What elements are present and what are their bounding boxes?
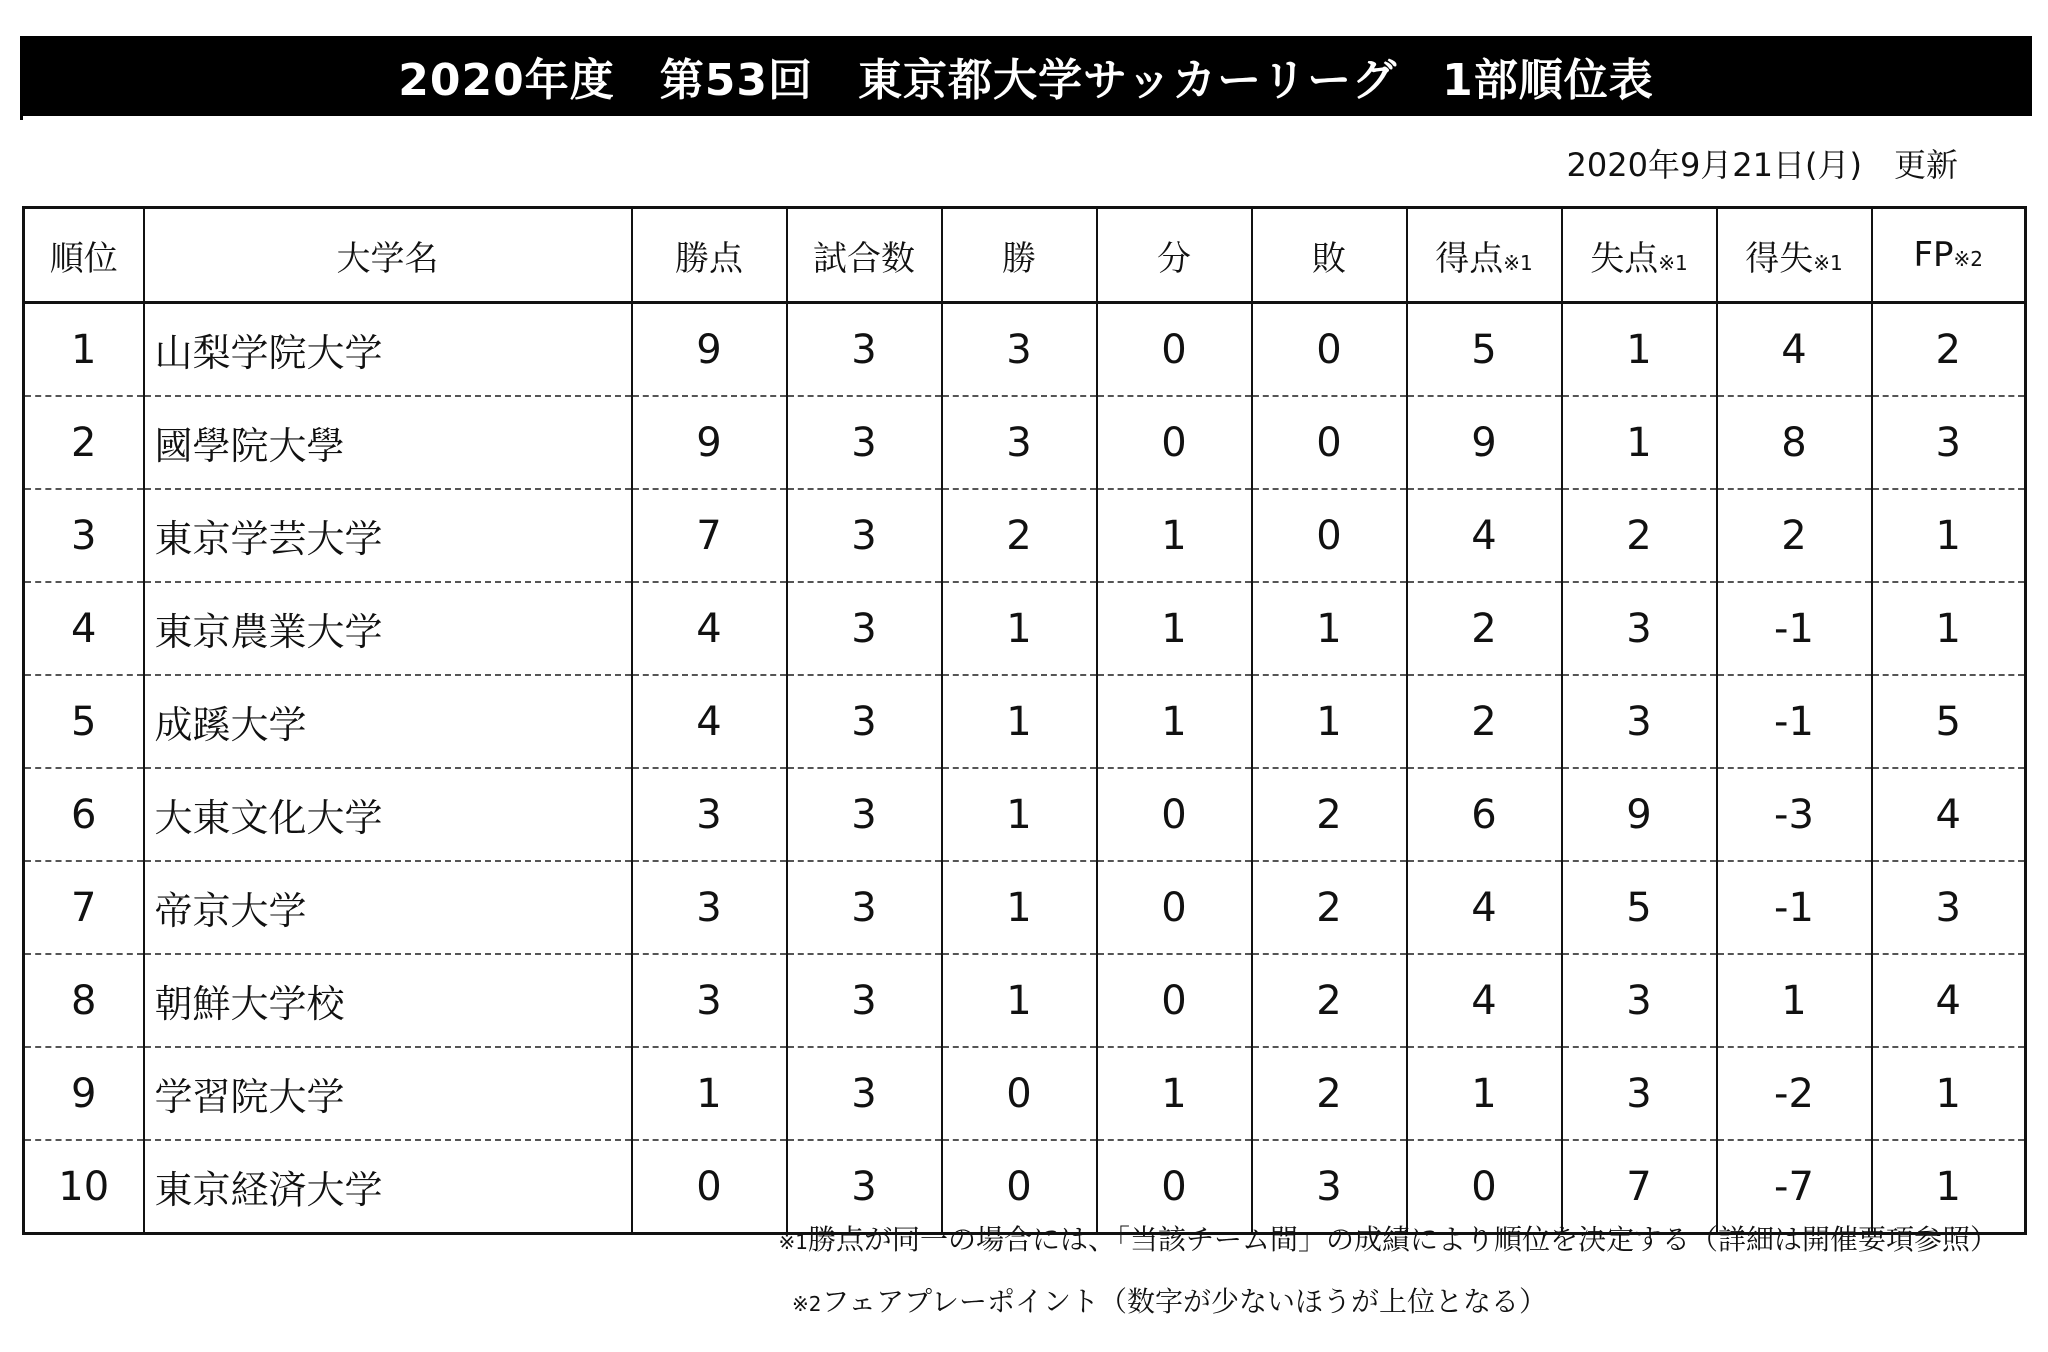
cell-rank: 9	[24, 1047, 144, 1140]
cell-win: 0	[942, 1047, 1097, 1140]
header-gf-note: ※1	[1503, 250, 1533, 275]
cell-gd: 8	[1717, 396, 1872, 489]
cell-name: 山梨学院大学	[144, 303, 632, 397]
cell-rank: 8	[24, 954, 144, 1047]
header-rank: 順位	[24, 208, 144, 303]
standings-table	[22, 206, 2027, 1235]
table-row	[24, 1047, 2026, 1140]
table-row	[24, 861, 2026, 954]
cell-points: 0	[632, 1140, 787, 1234]
cell-played: 3	[787, 396, 942, 489]
cell-fp: 2	[1872, 303, 2026, 397]
footnote-1-mark: ※1	[778, 1230, 808, 1254]
updated-date: 2020年9月21日(月) 更新	[1566, 146, 1958, 184]
cell-gf: 9	[1407, 396, 1562, 489]
cell-name: 大東文化大学	[144, 768, 632, 861]
cell-name: 東京経済大学	[144, 1140, 632, 1234]
table-header-row	[24, 208, 2026, 303]
table-row	[24, 675, 2026, 768]
cell-gf: 5	[1407, 303, 1562, 397]
cell-loss: 3	[1252, 1140, 1407, 1234]
cell-played: 3	[787, 861, 942, 954]
cell-ga: 9	[1562, 768, 1717, 861]
header-draw: 分	[1097, 208, 1252, 303]
cell-ga: 3	[1562, 954, 1717, 1047]
cell-gf: 4	[1407, 489, 1562, 582]
cell-gf: 1	[1407, 1047, 1562, 1140]
cell-gd: 2	[1717, 489, 1872, 582]
cell-ga: 3	[1562, 1047, 1717, 1140]
cell-fp: 5	[1872, 675, 2026, 768]
cell-fp: 3	[1872, 861, 2026, 954]
cell-draw: 0	[1097, 954, 1252, 1047]
cell-win: 1	[942, 861, 1097, 954]
cell-rank: 6	[24, 768, 144, 861]
cell-ga: 5	[1562, 861, 1717, 954]
cell-gf: 6	[1407, 768, 1562, 861]
cell-draw: 0	[1097, 1140, 1252, 1234]
cell-gd: -1	[1717, 582, 1872, 675]
footnote-2-text: フェアプレーポイント（数字が少ないほうが上位となる）	[821, 1285, 1547, 1318]
cell-points: 7	[632, 489, 787, 582]
cell-name: 帝京大学	[144, 861, 632, 954]
cell-gd: 4	[1717, 303, 1872, 397]
cell-draw: 0	[1097, 768, 1252, 861]
header-points: 勝点	[632, 208, 787, 303]
cell-loss: 0	[1252, 396, 1407, 489]
cell-loss: 2	[1252, 861, 1407, 954]
cell-loss: 2	[1252, 1047, 1407, 1140]
cell-draw: 1	[1097, 489, 1252, 582]
cell-gd: -3	[1717, 768, 1872, 861]
cell-fp: 3	[1872, 396, 2026, 489]
cell-played: 3	[787, 489, 942, 582]
cell-draw: 1	[1097, 582, 1252, 675]
header-goals-for	[1407, 208, 1562, 303]
cell-name: 学習院大学	[144, 1047, 632, 1140]
table-row	[24, 489, 2026, 582]
cell-name: 東京農業大学	[144, 582, 632, 675]
footnote-2	[792, 1280, 1547, 1320]
cell-fp: 1	[1872, 1047, 2026, 1140]
footnote-1-text: 勝点が同一の場合には、「当該チーム間」の成績により順位を決定する（詳細は開催要項参照）	[807, 1223, 1998, 1256]
cell-name: 國學院大學	[144, 396, 632, 489]
cell-win: 1	[942, 954, 1097, 1047]
header-fp-label: FP	[1913, 235, 1954, 275]
table-row	[24, 768, 2026, 861]
cell-rank: 7	[24, 861, 144, 954]
cell-gd: -1	[1717, 675, 1872, 768]
page-title: 2020年度 第53回 東京都大学サッカーリーグ 1部順位表	[20, 36, 2032, 116]
header-ga-label: 失点	[1590, 238, 1659, 279]
cell-gd: -2	[1717, 1047, 1872, 1140]
cell-played: 3	[787, 582, 942, 675]
cell-ga: 2	[1562, 489, 1717, 582]
cell-rank: 4	[24, 582, 144, 675]
cell-draw: 1	[1097, 1047, 1252, 1140]
table-row	[24, 582, 2026, 675]
footnote-2-mark: ※2	[792, 1292, 822, 1316]
cell-ga: 3	[1562, 675, 1717, 768]
cell-win: 2	[942, 489, 1097, 582]
table-row	[24, 396, 2026, 489]
cell-win: 1	[942, 768, 1097, 861]
cell-gd: 1	[1717, 954, 1872, 1047]
cell-loss: 0	[1252, 303, 1407, 397]
header-gd-note: ※1	[1813, 250, 1843, 275]
header-win: 勝	[942, 208, 1097, 303]
footnote-1	[779, 1218, 1999, 1258]
cell-points: 1	[632, 1047, 787, 1140]
cell-loss: 1	[1252, 582, 1407, 675]
header-goal-diff	[1717, 208, 1872, 303]
header-name: 大学名	[144, 208, 632, 303]
cell-loss: 1	[1252, 675, 1407, 768]
header-goals-against	[1562, 208, 1717, 303]
cell-win: 3	[942, 303, 1097, 397]
cell-played: 3	[787, 954, 942, 1047]
cell-played: 3	[787, 303, 942, 397]
table-row	[24, 303, 2026, 397]
cell-gd: -1	[1717, 861, 1872, 954]
header-ga-note: ※1	[1658, 250, 1688, 275]
cell-win: 1	[942, 582, 1097, 675]
cell-gf: 2	[1407, 582, 1562, 675]
cell-win: 0	[942, 1140, 1097, 1234]
cell-gf: 4	[1407, 954, 1562, 1047]
cell-ga: 1	[1562, 303, 1717, 397]
cell-name: 朝鮮大学校	[144, 954, 632, 1047]
cell-loss: 2	[1252, 768, 1407, 861]
cell-fp: 1	[1872, 1140, 2026, 1234]
cell-loss: 2	[1252, 954, 1407, 1047]
cell-fp: 1	[1872, 489, 2026, 582]
cell-points: 3	[632, 861, 787, 954]
cell-played: 3	[787, 1140, 942, 1234]
cell-rank: 1	[24, 303, 144, 397]
cell-points: 3	[632, 768, 787, 861]
header-gd-label: 得失	[1745, 238, 1814, 279]
cell-gf: 2	[1407, 675, 1562, 768]
cell-points: 3	[632, 954, 787, 1047]
cell-played: 3	[787, 768, 942, 861]
cell-rank: 3	[24, 489, 144, 582]
cell-points: 4	[632, 582, 787, 675]
header-fair-play	[1872, 208, 2026, 303]
cell-gf: 0	[1407, 1140, 1562, 1234]
cell-played: 3	[787, 675, 942, 768]
cell-fp: 4	[1872, 768, 2026, 861]
cell-points: 4	[632, 675, 787, 768]
cell-name: 成蹊大学	[144, 675, 632, 768]
cell-gf: 4	[1407, 861, 1562, 954]
header-fp-note: ※2	[1953, 247, 1984, 271]
cell-played: 3	[787, 1047, 942, 1140]
header-loss: 敗	[1252, 208, 1407, 303]
header-played: 試合数	[787, 208, 942, 303]
cell-name: 東京学芸大学	[144, 489, 632, 582]
cell-draw: 0	[1097, 303, 1252, 397]
cell-rank: 5	[24, 675, 144, 768]
cell-gd: -7	[1717, 1140, 1872, 1234]
cell-win: 1	[942, 675, 1097, 768]
cell-ga: 1	[1562, 396, 1717, 489]
cell-fp: 4	[1872, 954, 2026, 1047]
cell-draw: 1	[1097, 675, 1252, 768]
cell-points: 9	[632, 303, 787, 397]
table-row	[24, 954, 2026, 1047]
header-gf-label: 得点	[1435, 238, 1504, 279]
cell-rank: 10	[24, 1140, 144, 1234]
cell-ga: 7	[1562, 1140, 1717, 1234]
cell-rank: 2	[24, 396, 144, 489]
cell-ga: 3	[1562, 582, 1717, 675]
cell-draw: 0	[1097, 396, 1252, 489]
cell-win: 3	[942, 396, 1097, 489]
cell-points: 9	[632, 396, 787, 489]
cell-loss: 0	[1252, 489, 1407, 582]
cell-fp: 1	[1872, 582, 2026, 675]
cell-draw: 0	[1097, 861, 1252, 954]
